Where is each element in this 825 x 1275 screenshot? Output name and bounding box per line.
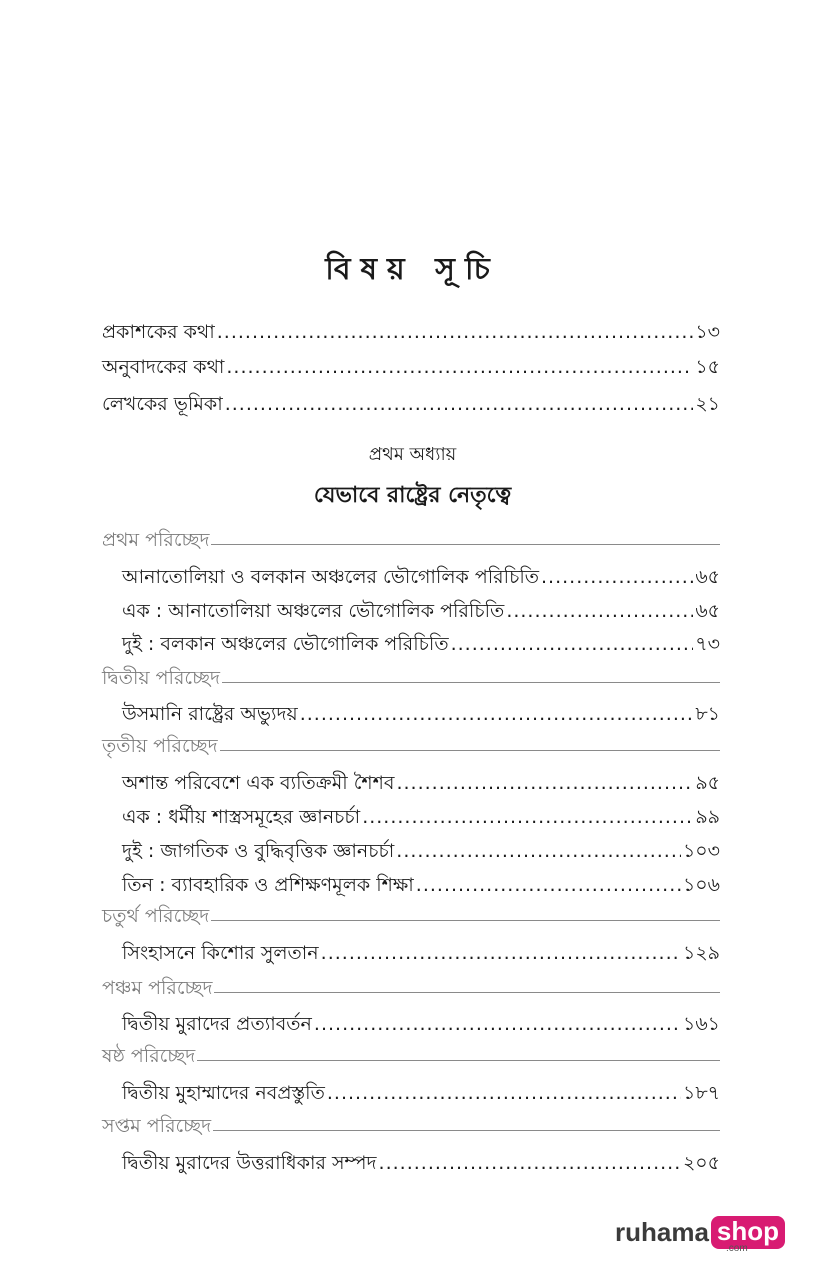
toc-entry-text: দ্বিতীয় মুরাদের প্রত্যাবর্তন: [122, 1013, 312, 1035]
section-heading: [102, 665, 720, 695]
section-rule: [197, 1060, 720, 1061]
dot-leader: [314, 1013, 681, 1035]
dot-leader: [321, 942, 681, 964]
section-heading-label: ষষ্ঠ পরিচ্ছেদ: [102, 1045, 196, 1067]
toc-entry[interactable]: [122, 1079, 720, 1109]
toc-entry[interactable]: [122, 630, 720, 660]
toc-entry-text: সিংহাসনে কিশোর সুলতান: [122, 942, 319, 964]
dot-leader: [451, 633, 694, 655]
section-heading-label: তৃতীয় পরিচ্ছেদ: [102, 735, 218, 757]
toc-entry-page: ৬৫: [695, 566, 720, 588]
section-heading: [102, 527, 720, 557]
toc-entry[interactable]: [122, 939, 720, 969]
section-rule: [214, 992, 720, 993]
section-heading: [102, 975, 720, 1005]
toc-entry[interactable]: [122, 1149, 720, 1179]
toc-entry-text: অনুবাদকের কথা: [102, 356, 225, 378]
dot-leader: [226, 356, 693, 378]
section-rule: [213, 1130, 720, 1131]
dot-leader: [396, 840, 681, 862]
toc-entry[interactable]: [122, 871, 720, 901]
toc-entry-text: উসমানি রাষ্ট্রের অভ্যুদয়: [122, 703, 298, 725]
chapter-title: যেভাবে রাষ্ট্রের নেতৃত্বে: [313, 483, 512, 508]
dot-leader: [217, 321, 694, 343]
toc-entry[interactable]: [122, 1010, 720, 1040]
section-heading: [102, 1113, 720, 1143]
toc-entry[interactable]: [122, 597, 720, 627]
toc-entry-text: দুই : জাগতিক ও বুদ্ধিবৃত্তিক জ্ঞানচর্চা: [122, 840, 395, 862]
toc-entry[interactable]: [102, 353, 720, 383]
toc-entry[interactable]: [122, 769, 720, 799]
dot-leader: [396, 772, 693, 794]
dot-leader: [541, 566, 693, 588]
section-heading-label: প্রথম পরিচ্ছেদ: [102, 529, 210, 551]
section-rule: [222, 682, 720, 683]
section-rule: [211, 544, 720, 545]
section-heading-label: চতুর্থ পরিচ্ছেদ: [102, 905, 210, 927]
toc-entry-text: এক : ধর্মীয় শাস্ত্রসমূহের জ্ঞানচর্চা: [122, 806, 361, 828]
toc-entry-page: ২১: [695, 393, 720, 415]
dot-leader: [327, 1082, 681, 1104]
toc-entry-page: ১৮৭: [682, 1082, 720, 1104]
section-rule: [211, 920, 720, 921]
toc-entry-page: ১২৯: [682, 942, 720, 964]
dot-leader: [225, 393, 694, 415]
toc-entry-page: ১৩: [695, 321, 720, 343]
logo-text-shop: shop: [711, 1216, 785, 1249]
toc-entry-text: আনাতোলিয়া ও বলকান অঞ্চলের ভৌগোলিক পরিচিতি: [122, 566, 540, 588]
toc-entry-page: ১০৬: [682, 874, 720, 896]
dot-leader: [416, 874, 681, 896]
section-heading-label: দ্বিতীয় পরিচ্ছেদ: [102, 667, 221, 689]
toc-entry-text: দ্বিতীয় মুরাদের উত্তরাধিকার সম্পদ: [122, 1152, 377, 1174]
toc-entry[interactable]: [122, 700, 720, 730]
logo-suffix: .com: [726, 1243, 748, 1254]
toc-entry-page: ৯৫: [695, 772, 720, 794]
toc-entry[interactable]: [122, 563, 720, 593]
toc-entry-page: ২০৫: [682, 1152, 720, 1174]
logo-text-ruhama: ruhama: [615, 1216, 709, 1247]
toc-entry-page: ৮১: [695, 703, 720, 725]
section-heading: [102, 733, 720, 763]
toc-entry-text: অশান্ত পরিবেশে এক ব্যতিক্রমী শৈশব: [122, 772, 395, 794]
chapter-number: প্রথম অধ্যায়: [368, 444, 457, 465]
toc-entry-page: ১৬১: [682, 1013, 720, 1035]
toc-entry-text: তিন : ব্যাবহারিক ও প্রশিক্ষণমূলক শিক্ষা: [122, 874, 414, 896]
section-heading: [102, 1043, 720, 1073]
page-title: বিষয় সূচি: [325, 252, 500, 287]
section-heading-label: সপ্তম পরিচ্ছেদ: [102, 1115, 212, 1137]
toc-entry-page: ৯৯: [695, 806, 720, 828]
toc-entry[interactable]: [102, 390, 720, 420]
dot-leader: [300, 703, 694, 725]
toc-entry[interactable]: [102, 318, 720, 348]
dot-leader: [379, 1152, 681, 1174]
ruhamashop-logo[interactable]: [615, 1212, 785, 1252]
toc-entry-text: প্রকাশকের কথা: [102, 321, 215, 343]
toc-entry-text: দুই : বলকান অঞ্চলের ভৌগোলিক পরিচিতি: [122, 633, 449, 655]
section-rule: [220, 750, 720, 751]
section-heading-label: পঞ্চম পরিচ্ছেদ: [102, 977, 213, 999]
toc-entry-page: ১০৩: [682, 840, 720, 862]
toc-entry-text: দ্বিতীয় মুহাম্মাদের নবপ্রস্তুতি: [122, 1082, 325, 1104]
toc-entry[interactable]: [122, 837, 720, 867]
dot-leader: [362, 806, 693, 828]
toc-entry[interactable]: [122, 803, 720, 833]
toc-entry-page: ১৫: [695, 356, 720, 378]
dot-leader: [506, 600, 693, 622]
toc-entry-text: এক : আনাতোলিয়া অঞ্চলের ভৌগোলিক পরিচিতি: [122, 600, 505, 622]
toc-entry-page: ৭৩: [695, 633, 720, 655]
section-heading: [102, 903, 720, 933]
toc-entry-page: ৬৫: [695, 600, 720, 622]
toc-entry-text: লেখকের ভূমিকা: [102, 393, 223, 415]
